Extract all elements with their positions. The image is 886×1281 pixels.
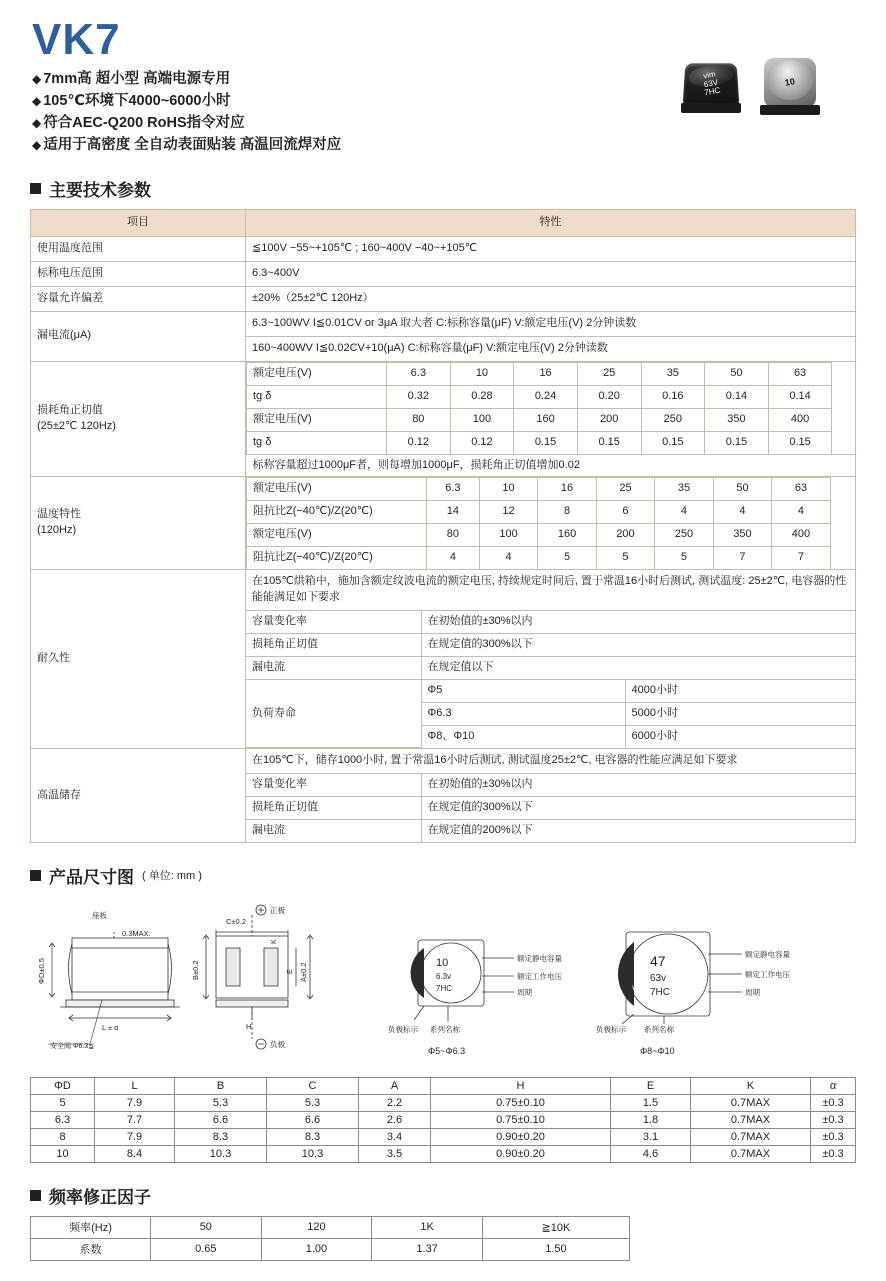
- cell: 63: [772, 478, 830, 501]
- cell: 7: [772, 547, 830, 569]
- cell: ±0.3: [811, 1094, 856, 1111]
- row-label: 标称电压范围: [31, 262, 246, 287]
- callout-series-name: 系列名称: [644, 1024, 674, 1034]
- table-row: [247, 524, 855, 547]
- table-row: [247, 478, 855, 501]
- table-row: [31, 477, 856, 570]
- cell: 100: [450, 408, 514, 431]
- cell: 6.6: [267, 1111, 359, 1128]
- cell: 7.9: [95, 1094, 175, 1111]
- cell: 16: [538, 478, 596, 501]
- cell: ±0.3: [811, 1128, 856, 1145]
- cell: 0.15: [577, 431, 641, 454]
- section-heading-dimensions: [30, 863, 856, 888]
- cell: 400: [768, 408, 832, 431]
- label-e: E: [285, 968, 294, 974]
- cell: 在初始值的±30%以内: [421, 774, 855, 797]
- label-k: K: [271, 939, 278, 944]
- subrow-label: 额定电压(V): [247, 362, 387, 385]
- label-size-big: Φ8~Φ10: [640, 1045, 675, 1056]
- table-row: [246, 820, 855, 842]
- row-value: 6.3~100WV I≦0.01CV or 3μA 取大者 C:标称容量(μF) V:额定电压(V) 2分钟读数: [246, 311, 856, 336]
- cell: 4: [427, 547, 480, 569]
- table-row: [247, 431, 856, 454]
- label-seat-plate: 座板: [92, 910, 107, 920]
- col-header: C: [267, 1077, 359, 1094]
- cap-big-value: 47: [650, 952, 666, 969]
- cell: 4000小时: [625, 679, 855, 702]
- photo-label: 10: [784, 76, 796, 88]
- table-row: [31, 749, 856, 843]
- cap-small-value: 10: [436, 956, 449, 969]
- table-row: [247, 362, 856, 385]
- cap-big-voltage: 63v: [650, 972, 667, 984]
- cell: 4: [479, 547, 537, 569]
- tand-note: 标称容量超过1000μF者，则每增加1000μF，损耗角正切值增加0.02: [247, 454, 856, 476]
- label-h: H: [246, 1021, 252, 1031]
- cell: 0.15: [768, 431, 832, 454]
- label-b02: B±0.2: [191, 960, 200, 980]
- col-header: ≧10K: [482, 1216, 629, 1238]
- cell: 0.15: [705, 431, 769, 454]
- cell: 80: [387, 408, 451, 431]
- callout-capacitance: 额定静电容量: [745, 949, 790, 959]
- cell: 350: [713, 524, 771, 547]
- tand-table: [246, 362, 855, 477]
- cell: 2.6: [359, 1111, 431, 1128]
- feature-text: 7mm高 超小型 高端电源专用: [43, 71, 231, 87]
- square-bullet-icon: [30, 183, 41, 194]
- table-row: [246, 774, 855, 797]
- cell: 3.1: [611, 1128, 691, 1145]
- col-header: α: [811, 1077, 856, 1094]
- feature-text: 适用于高密度 全自动表面贴装 高温回流焊对应: [43, 137, 342, 154]
- table-row: [31, 570, 856, 749]
- label-size-small: Φ5~Φ6.3: [428, 1045, 466, 1056]
- cell: 4: [772, 501, 830, 524]
- subrow-label: 负荷寿命: [246, 679, 421, 747]
- row-value: ±20%（25±2℃ 120Hz）: [246, 286, 856, 311]
- cell: 3.5: [359, 1145, 431, 1162]
- cell: 160: [538, 524, 596, 547]
- cap-small-logo: vim: [424, 980, 437, 990]
- list-item: [32, 134, 856, 156]
- subrow-label: 损耗角正切值: [246, 797, 421, 820]
- cell: 250: [641, 408, 705, 431]
- photo-label: vim 63V 7HC: [702, 69, 722, 98]
- table-row: [31, 1094, 856, 1111]
- cell: 8: [31, 1128, 95, 1145]
- col-header: ΦD: [31, 1077, 95, 1094]
- section-heading-spec: [30, 176, 856, 201]
- storage-cell: [246, 749, 856, 843]
- cell: 8.3: [267, 1128, 359, 1145]
- table-row: [31, 1111, 856, 1128]
- cell: 6.3: [387, 362, 451, 385]
- cell: 0.15: [514, 431, 578, 454]
- cell: 25: [577, 362, 641, 385]
- row-label-line2: (25±2℃ 120Hz): [37, 420, 116, 433]
- cell: 4: [655, 501, 713, 524]
- col-header: L: [95, 1077, 175, 1094]
- cell: 35: [641, 362, 705, 385]
- cell: 6.3: [427, 478, 480, 501]
- row-value: 6.3~400V: [246, 262, 856, 287]
- endurance-table: [246, 610, 855, 748]
- table-row: [31, 311, 856, 336]
- cell: 8.4: [95, 1145, 175, 1162]
- cap-big-series: 7HC: [650, 986, 671, 998]
- cell: 6.6: [175, 1111, 267, 1128]
- cell: 0.75±0.10: [431, 1094, 611, 1111]
- header: [30, 15, 856, 156]
- cell: 1.5: [611, 1094, 691, 1111]
- cell: 在规定值以下: [421, 656, 855, 679]
- col-header-characteristic: 特性: [246, 210, 856, 237]
- subrow-label: 额定电压(V): [247, 478, 427, 501]
- callout-series-name: 系列名称: [430, 1024, 460, 1034]
- table-row: [246, 797, 855, 820]
- label-plus-pole: 正极: [270, 905, 285, 915]
- callout-period: 周期: [745, 987, 760, 997]
- table-row: [31, 1128, 856, 1145]
- row-label: 高温储存: [31, 749, 246, 843]
- row-label: [31, 361, 246, 477]
- subrow-label: 漏电流: [246, 656, 421, 679]
- cell: 35: [655, 478, 713, 501]
- cell: 0.12: [387, 431, 451, 454]
- cell: 0.90±0.20: [431, 1128, 611, 1145]
- cell: 8.3: [175, 1128, 267, 1145]
- diamond-icon: ◆: [32, 138, 42, 153]
- row-label: 容量允许偏差: [31, 286, 246, 311]
- cell: 0.90±0.20: [431, 1145, 611, 1162]
- cell: 7.9: [95, 1128, 175, 1145]
- cell: 在规定值的300%以下: [421, 797, 855, 820]
- cell: ±0.3: [811, 1145, 856, 1162]
- cell: 5: [655, 547, 713, 569]
- tempchar-table: [246, 477, 855, 569]
- feature-text: 105℃环境下4000~6000小时: [43, 93, 231, 110]
- cell: 250: [655, 524, 713, 547]
- cell: 0.12: [450, 431, 514, 454]
- col-header: E: [611, 1077, 691, 1094]
- cell: 1.37: [372, 1238, 483, 1260]
- cell: 0.7MAX: [691, 1111, 811, 1128]
- dimension-table: [30, 1077, 856, 1163]
- page-title: VK7: [32, 15, 121, 64]
- table-row: [247, 501, 855, 524]
- cell: 7: [713, 547, 771, 569]
- section-title: 产品尺寸图: [49, 867, 134, 887]
- endurance-cell: [246, 570, 856, 749]
- cell: 12: [479, 501, 537, 524]
- row-label: 漏电流(μA): [31, 311, 246, 361]
- row-value: ≦100V −55~+105℃ ; 160~400V −40~+105℃: [246, 237, 856, 262]
- storage-table: [246, 773, 855, 842]
- subrow-label: tg δ: [247, 385, 387, 408]
- cell: 5: [596, 547, 654, 569]
- table-row: [247, 385, 856, 408]
- row-label-line2: (120Hz): [37, 524, 77, 537]
- cell: 400: [772, 524, 830, 547]
- cell: 63: [768, 362, 832, 385]
- dimension-drawings: [30, 896, 856, 1071]
- cell: Φ8、Φ10: [421, 725, 625, 747]
- product-photos: [664, 56, 844, 136]
- cell: 1.50: [482, 1238, 629, 1260]
- col-header: 频率(Hz): [31, 1216, 151, 1238]
- cell: 在规定值的300%以下: [421, 634, 855, 657]
- cell: 2.2: [359, 1094, 431, 1111]
- cell: 200: [577, 408, 641, 431]
- cell: 0.7MAX: [691, 1145, 811, 1162]
- col-header: 1K: [372, 1216, 483, 1238]
- cell: 0.14: [705, 385, 769, 408]
- col-header: H: [431, 1077, 611, 1094]
- cell: 0.20: [577, 385, 641, 408]
- cap-small-series: 7HC: [436, 983, 453, 993]
- cell: 8: [538, 501, 596, 524]
- col-header: K: [691, 1077, 811, 1094]
- row-label: [31, 477, 246, 570]
- table-row: [246, 611, 855, 634]
- subrow-label: 阻抗比Z(−40℃)/Z(20℃): [247, 501, 427, 524]
- cell: 10.3: [175, 1145, 267, 1162]
- row-label: 耐久性: [31, 570, 246, 749]
- cell: 5: [538, 547, 596, 569]
- cell: 7.7: [95, 1111, 175, 1128]
- subrow-label: 损耗角正切值: [246, 634, 421, 657]
- cell: 4.6: [611, 1145, 691, 1162]
- table-row: [31, 286, 856, 311]
- cell: 在初始值的±30%以内: [421, 611, 855, 634]
- subrow-label: 漏电流: [246, 820, 421, 842]
- feature-text: 符合AEC-Q200 RoHS指令对应: [43, 115, 245, 132]
- callout-capacitance: 额定静电容量: [517, 953, 562, 963]
- cell: 6000小时: [625, 725, 855, 747]
- cell: 0.14: [768, 385, 832, 408]
- col-header-item: 项目: [31, 210, 246, 237]
- col-header: B: [175, 1077, 267, 1094]
- table-row: [247, 454, 856, 476]
- row-label-line1: 损耗角正切值: [37, 404, 103, 417]
- cell: 0.24: [514, 385, 578, 408]
- table-row: [247, 547, 855, 569]
- cell: 1.00: [261, 1238, 372, 1260]
- section-title: 频率修正因子: [49, 1187, 151, 1207]
- table-row: [31, 237, 856, 262]
- capacitor-photo-silver: [764, 58, 816, 108]
- diamond-icon: ◆: [32, 72, 42, 86]
- cell: 5.3: [267, 1094, 359, 1111]
- endurance-intro: 在105℃烘箱中，施加含额定纹波电流的额定电压, 持续规定时间后, 置于常温16小时后测试, 测试温度: 25±2℃, 电容器的性能能满足如下要求: [252, 575, 847, 604]
- cell: 在规定值的200%以下: [421, 820, 855, 842]
- cell: 1.8: [611, 1111, 691, 1128]
- table-row: [31, 1145, 856, 1162]
- subrow-label: tg δ: [247, 431, 387, 454]
- cap-big-logo: vim: [632, 982, 645, 992]
- table-row: [31, 1238, 630, 1260]
- cell: 80: [427, 524, 480, 547]
- table-row: [247, 408, 856, 431]
- row-value: 160~400WV I≦0.02CV+10(μA) C:标称容量(μF) V:额定电压(V) 2分钟读数: [246, 336, 856, 361]
- table-row: [246, 656, 855, 679]
- label-minus-pole: 负极: [270, 1039, 285, 1049]
- cell: 50: [713, 478, 771, 501]
- label-phi-d: ΦD±0.5: [37, 957, 46, 984]
- cell: 0.7MAX: [691, 1094, 811, 1111]
- capacitor-photo-black: [684, 62, 738, 106]
- cell: Φ5: [421, 679, 625, 702]
- table-row: [246, 634, 855, 657]
- cell: 3.4: [359, 1128, 431, 1145]
- cell: 10.3: [267, 1145, 359, 1162]
- section-title: 主要技术参数: [49, 181, 151, 201]
- label-l-alpha: L ± α: [102, 1022, 119, 1032]
- cell: 350: [705, 408, 769, 431]
- diamond-icon: ◆: [32, 94, 42, 109]
- cell: 200: [596, 524, 654, 547]
- label-c02: C±0.2: [226, 916, 246, 926]
- cell: 16: [514, 362, 578, 385]
- cell: 0.16: [641, 385, 705, 408]
- row-label-line1: 温度特性: [37, 508, 81, 521]
- row-label: 使用温度范围: [31, 237, 246, 262]
- subrow-label: 阻抗比Z(−40℃)/Z(20℃): [247, 547, 427, 569]
- cell: ±0.3: [811, 1111, 856, 1128]
- label-safety-valve: 安全阀 Φ6.3≦: [50, 1042, 95, 1050]
- table-row: [31, 262, 856, 287]
- cell: 25: [596, 478, 654, 501]
- row-label: 系数: [31, 1238, 151, 1260]
- cell: 0.28: [450, 385, 514, 408]
- cell: 50: [705, 362, 769, 385]
- label-a02: A±0.2: [299, 962, 308, 982]
- label-03max: 0.3MAX.: [122, 928, 151, 938]
- storage-intro: 在105℃下，储存1000小时, 置于常温16小时后测试, 测试温度25±2℃, 电容器的性能应满足如下要求: [252, 754, 738, 767]
- callout-voltage: 额定工作电压: [745, 969, 790, 979]
- callout-neg-mark: 负极标示: [388, 1024, 418, 1034]
- col-header: 50: [151, 1216, 262, 1238]
- frequency-factor-table: [30, 1216, 630, 1261]
- drawing-svg: [30, 896, 856, 1071]
- cell: 0.32: [387, 385, 451, 408]
- cell: 4: [713, 501, 771, 524]
- square-bullet-icon: [30, 870, 41, 881]
- cell: 10: [450, 362, 514, 385]
- cell: 14: [427, 501, 480, 524]
- cell: 5000小时: [625, 702, 855, 725]
- specification-table: [30, 209, 856, 843]
- cap-small-voltage: 6.3v: [436, 971, 452, 981]
- cell: 6: [596, 501, 654, 524]
- callout-period: 周期: [517, 987, 532, 997]
- cell: 100: [479, 524, 537, 547]
- subrow-label: 容量变化率: [246, 774, 421, 797]
- table-row: [246, 679, 855, 702]
- cell: 10: [479, 478, 537, 501]
- cell: 0.65: [151, 1238, 262, 1260]
- diamond-icon: ◆: [32, 116, 42, 131]
- cell: 0.15: [641, 431, 705, 454]
- section-unit: ( 单位: mm ): [142, 870, 202, 883]
- subrow-label: 容量变化率: [246, 611, 421, 634]
- cell: 0.7MAX: [691, 1128, 811, 1145]
- subrow-label: 额定电压(V): [247, 524, 427, 547]
- cell: Φ6.3: [421, 702, 625, 725]
- cell: 160: [514, 408, 578, 431]
- col-header: A: [359, 1077, 431, 1094]
- tempchar-subtable-cell: [246, 477, 856, 570]
- subrow-label: 额定电压(V): [247, 408, 387, 431]
- callout-neg-mark: 负极标示: [596, 1024, 626, 1034]
- section-heading-frequency: [30, 1183, 856, 1208]
- callout-voltage: 额定工作电压: [517, 971, 562, 981]
- cell: 5: [31, 1094, 95, 1111]
- col-header: 120: [261, 1216, 372, 1238]
- tand-subtable-cell: [246, 361, 856, 477]
- cell: 5.3: [175, 1094, 267, 1111]
- cell: 0.75±0.10: [431, 1111, 611, 1128]
- table-row: [31, 361, 856, 477]
- cell: 6.3: [31, 1111, 95, 1128]
- cell: 10: [31, 1145, 95, 1162]
